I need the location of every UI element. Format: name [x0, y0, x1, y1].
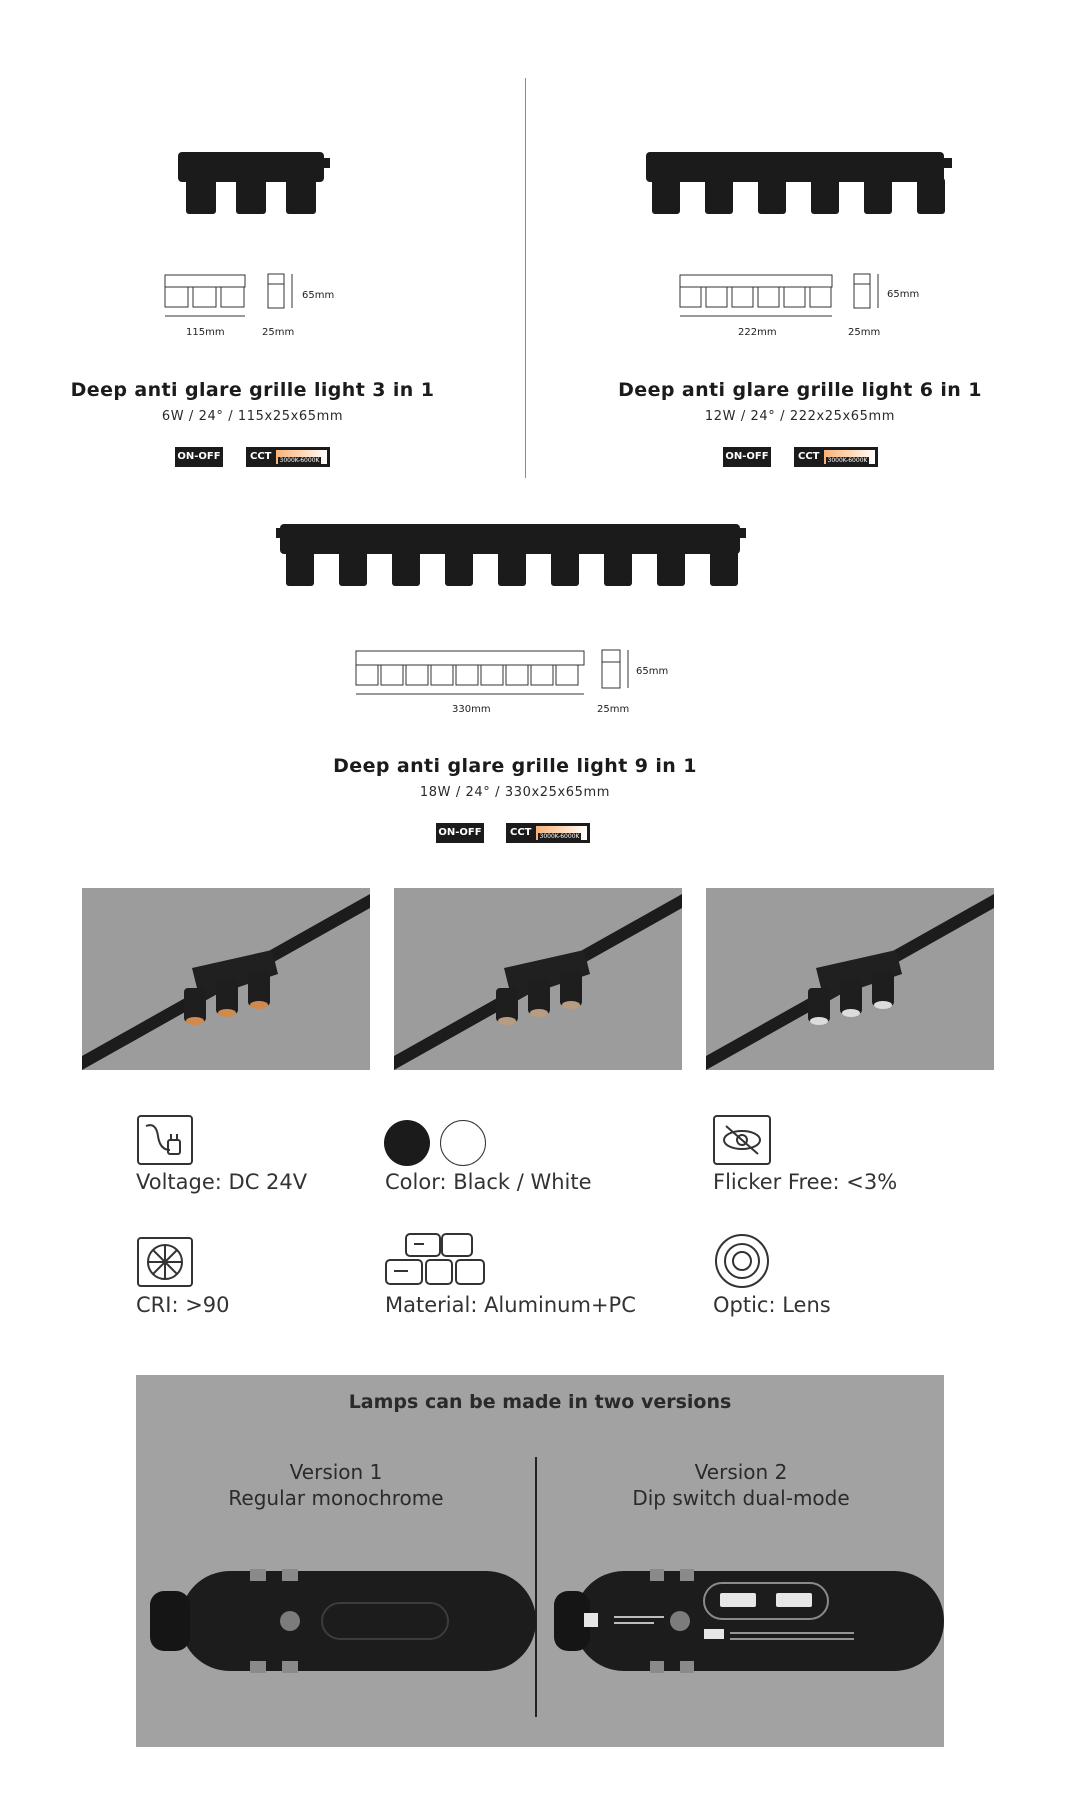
feature-color: Color: Black / White [385, 1170, 592, 1194]
on-off-badge: ON-OFF [723, 447, 771, 467]
feature-material: Material: Aluminum+PC [385, 1293, 636, 1317]
product-3in1-image [172, 140, 332, 220]
versions-panel [136, 1375, 944, 1747]
lens-icon [712, 1234, 772, 1288]
version-2-desc: Dip switch dual-mode [632, 1486, 850, 1510]
version-2-housing-image [554, 1561, 944, 1681]
product-6in1-side-drawing [852, 272, 888, 318]
cct-gradient [824, 450, 876, 464]
cct-label: CCT [510, 827, 532, 838]
plug-icon [136, 1114, 194, 1166]
cct-label: CCT [798, 451, 820, 462]
version-1-desc: Regular monochrome [228, 1486, 444, 1510]
eye-no-flicker-icon [712, 1114, 772, 1166]
product-photo-warm [82, 888, 370, 1070]
version-1 [136, 1459, 536, 1511]
cct-badge [506, 823, 590, 843]
product-photo-neutral [394, 888, 682, 1070]
dim-width: 25mm [262, 327, 295, 338]
dim-length: 115mm [186, 327, 225, 338]
cct-range: 3000K-6000K [539, 833, 580, 840]
versions-title: Lamps can be made in two versions [348, 1391, 732, 1413]
product-spec: 12W / 24° / 222x25x65mm [704, 409, 896, 424]
feature-flicker: Flicker Free: <3% [713, 1170, 898, 1194]
dim-height: 65mm [302, 290, 335, 301]
product-9in1-drawing [352, 648, 588, 704]
product-9in1-side-drawing [600, 648, 636, 698]
version-1-name: Version 1 [289, 1460, 383, 1484]
color-wheel-icon [136, 1236, 194, 1288]
dim-length: 222mm [738, 327, 777, 338]
color-swatch-icon [384, 1120, 494, 1168]
product-6in1-drawing [676, 272, 836, 322]
cct-gradient [536, 826, 588, 840]
cct-label: CCT [250, 451, 272, 462]
feature-optic: Optic: Lens [713, 1293, 831, 1317]
dim-height: 65mm [887, 289, 920, 300]
on-off-badge: ON-OFF [175, 447, 223, 467]
on-off-badge: ON-OFF [436, 823, 484, 843]
version-1-housing-image [150, 1561, 536, 1681]
cct-range: 3000K-6000K [279, 457, 320, 464]
version-2-name: Version 2 [694, 1460, 788, 1484]
cct-badge [794, 447, 878, 467]
dim-width: 25mm [848, 327, 881, 338]
feature-voltage: Voltage: DC 24V [136, 1170, 308, 1194]
cct-range: 3000K-6000K [827, 457, 868, 464]
product-3in1-side-drawing [266, 272, 302, 318]
product-divider [525, 78, 526, 478]
dim-width: 25mm [597, 704, 630, 715]
product-3in1-drawing [160, 272, 250, 322]
material-blocks-icon [384, 1232, 494, 1288]
version-2 [538, 1459, 944, 1511]
feature-cri: CRI: >90 [136, 1293, 230, 1317]
product-spec: 18W / 24° / 330x25x65mm [419, 785, 611, 800]
cct-badge [246, 447, 330, 467]
color-black-swatch [384, 1120, 430, 1166]
cct-gradient [276, 450, 328, 464]
product-title: Deep anti glare grille light 6 in 1 [618, 379, 982, 401]
product-title: Deep anti glare grille light 9 in 1 [333, 755, 697, 777]
dim-height: 65mm [636, 666, 669, 677]
product-photo-cool [706, 888, 994, 1070]
product-6in1-image [642, 140, 956, 220]
dim-length: 330mm [452, 704, 491, 715]
product-9in1-image [276, 512, 748, 592]
product-title: Deep anti glare grille light 3 in 1 [70, 379, 435, 401]
color-white-swatch [440, 1120, 486, 1166]
product-spec: 6W / 24° / 115x25x65mm [161, 409, 344, 424]
